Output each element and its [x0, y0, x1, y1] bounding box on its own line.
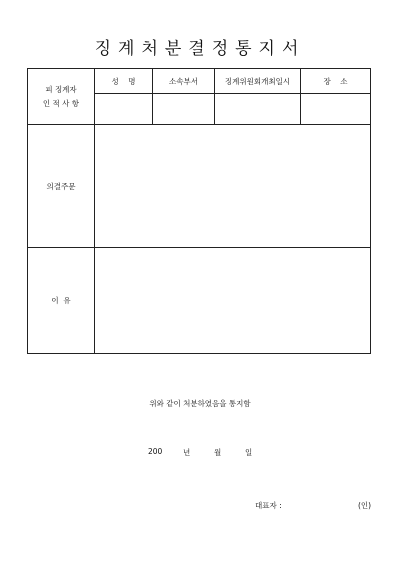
representative-label: 대표자 : — [255, 501, 282, 510]
order-label: 의결주문 — [28, 125, 95, 248]
date-month-unit: 월 — [214, 448, 222, 457]
notice-statement: 위와 같이 처분하였음을 통지함 — [149, 399, 251, 408]
header-committee-datetime: 징계위원회개최일시 — [215, 69, 301, 94]
header-department: 소속부서 — [153, 69, 215, 94]
document-title: 징계처분결정통지서 — [94, 39, 306, 59]
date-year-unit: 년 — [183, 448, 191, 457]
subject-info-label — [28, 69, 95, 125]
field-resolution-order[interactable] — [95, 125, 371, 248]
date-day-unit: 일 — [245, 448, 253, 457]
header-name: 성 명 — [95, 69, 153, 94]
seal-mark: (인) — [358, 501, 372, 510]
field-name[interactable] — [95, 94, 153, 125]
field-department[interactable] — [153, 94, 215, 125]
header-location: 장 소 — [301, 69, 371, 94]
field-committee-datetime[interactable] — [215, 94, 301, 125]
subject-label-line1: 피 징계자 — [45, 84, 77, 94]
field-reason[interactable] — [95, 248, 371, 354]
reason-label: 이 유 — [28, 248, 95, 354]
date-year: 200 — [148, 447, 163, 456]
field-location[interactable] — [301, 94, 371, 125]
disciplinary-form-table — [27, 68, 371, 354]
subject-label-line2: 인 적 사 항 — [42, 98, 80, 108]
